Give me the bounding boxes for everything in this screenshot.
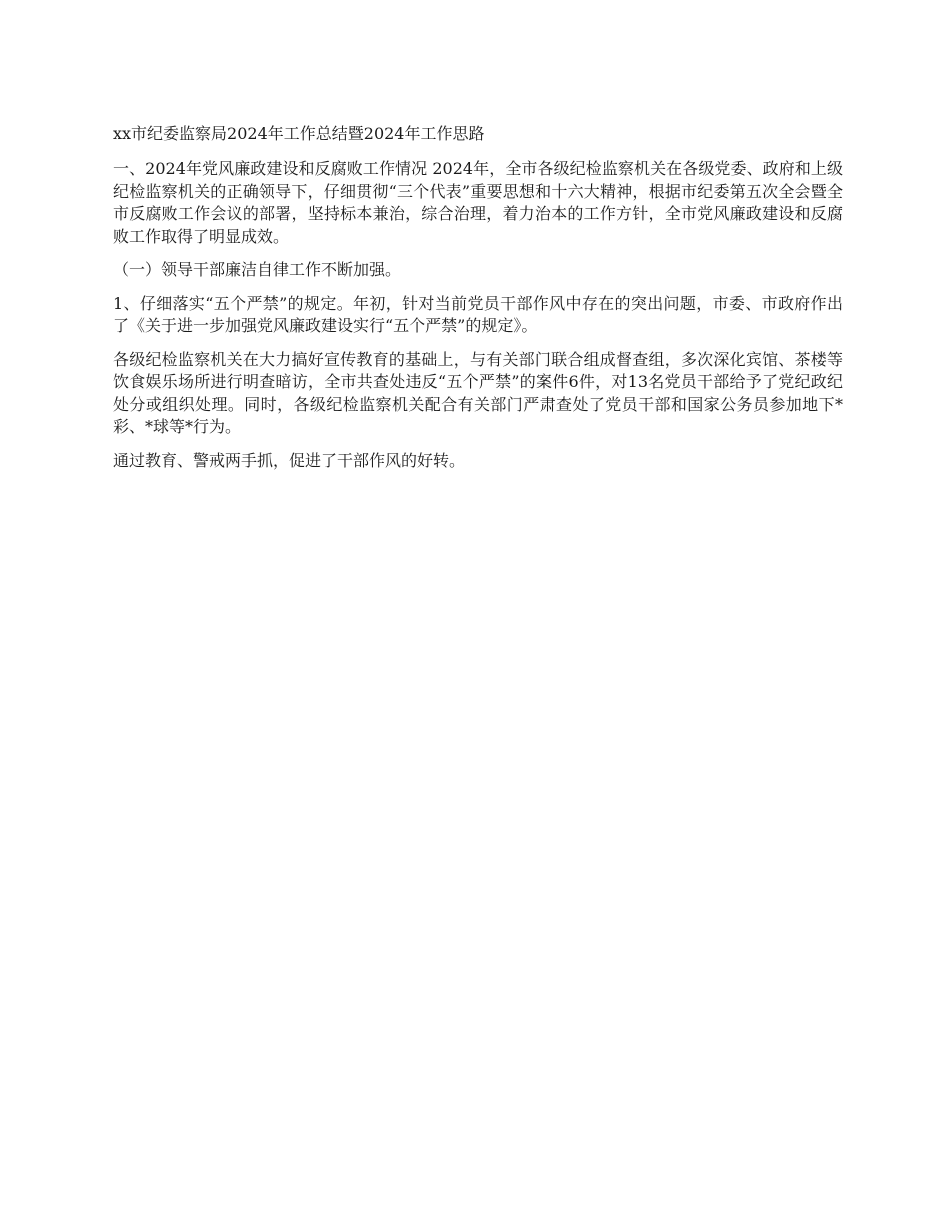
paragraph-conclusion: 通过教育、警戒两手抓，促进了干部作风的好转。 bbox=[113, 450, 466, 470]
document-page bbox=[113, 122, 843, 483]
paragraph-inspections: 各级纪检监察机关在大力搞好宣传教育的基础上，与有关部门联合组成督查组，多次深化宾馆、茶楼等饮食娱乐场所进行明查暗访，全市共查处违反“五个严禁”的案件6件，对13名党员干部给予了党纪政纪处分或组织处理。同时，各级纪检监察机关配合有关部门严肃查处了党员干部和国家公务员参加地下*彩、*球等*行为。 bbox=[113, 349, 843, 436]
paragraph-five-prohibitions: 1、仔细落实“五个严禁”的规定。年初，针对当前党员干部作风中存在的突出问题，市委、市政府作出了《关于进一步加强党风廉政建设实行“五个严禁”的规定》。 bbox=[113, 293, 843, 335]
paragraph-overview: 一、2024年党风廉政建设和反腐败工作情况 2024年，全市各级纪检监察机关在各级党委、政府和上级纪检监察机关的正确领导下，仔细贯彻“三个代表”重要思想和十六大精神，根据市纪委第五次全会暨全市反腐败工作会议的部署，坚持标本兼治，综合治理，着力治本的工作方针，全市党风廉政建设和反腐败工作取得了明显成效。 bbox=[113, 159, 843, 246]
document-title: xx市纪委监察局2024年工作总结暨2024年工作思路 bbox=[113, 124, 485, 143]
paragraph-section-heading: （一）领导干部廉洁自律工作不断加强。 bbox=[113, 260, 402, 279]
